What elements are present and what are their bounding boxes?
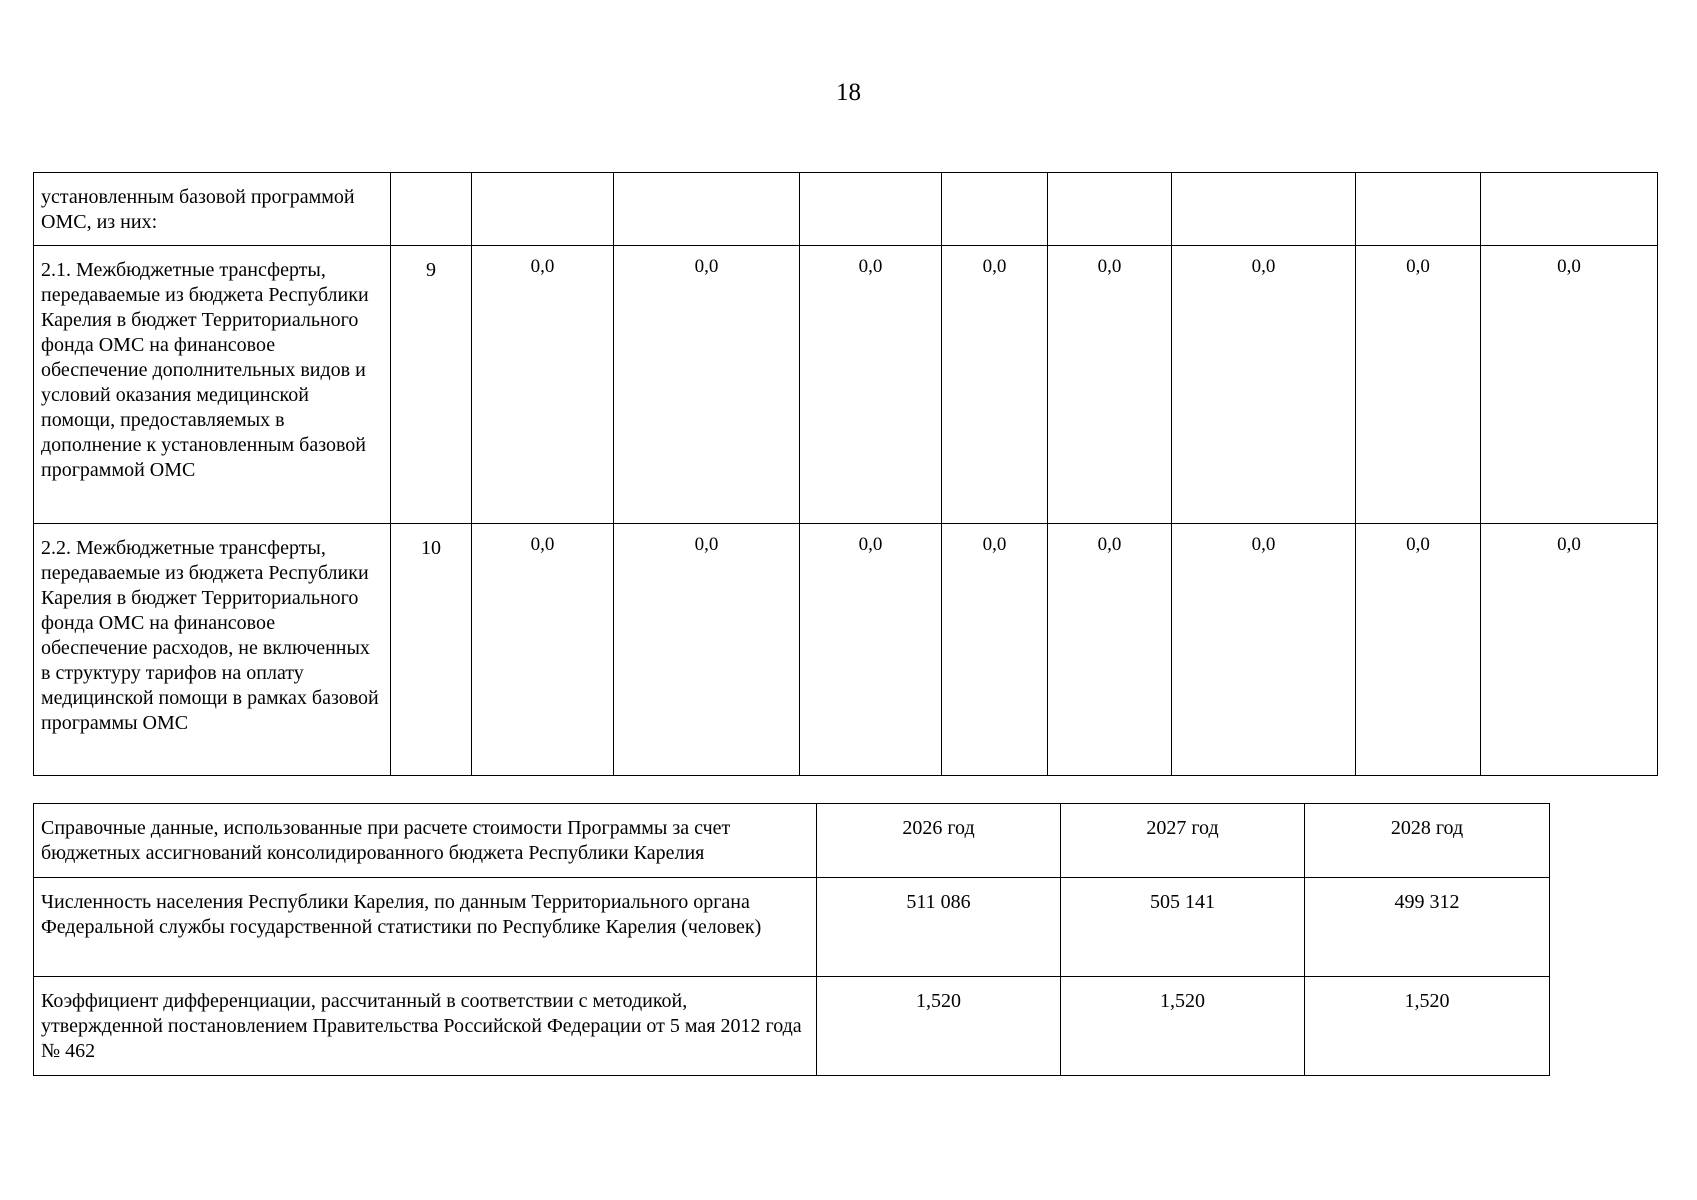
- table-row: [34, 524, 1658, 776]
- value-cell: 0,0: [800, 524, 942, 776]
- value-cell: 0,0: [472, 246, 614, 524]
- value-cell: 0,0: [614, 524, 800, 776]
- value-cell: 0,0: [614, 246, 800, 524]
- value-cell: [942, 173, 1048, 246]
- value-cell: 0,0: [1048, 246, 1172, 524]
- row-description: Численность населения Республики Карелия, по данным Территориального органа Федеральной службы государственной статистики по Республике Карелия (человек): [34, 878, 817, 977]
- value-cell: 0,0: [472, 524, 614, 776]
- value-cell: 0,0: [942, 246, 1048, 524]
- table-row: [34, 173, 1658, 246]
- value-cell: 1,520: [817, 977, 1061, 1076]
- header-description: Справочные данные, использованные при расчете стоимости Программы за счет бюджетных ассигнований консолидированного бюджета Республики Карелия: [34, 804, 817, 878]
- value-cell: 0,0: [1048, 524, 1172, 776]
- year-header: 2028 год: [1305, 804, 1550, 878]
- row-description: Коэффициент дифференциации, рассчитанный в соответствии с методикой, утвержденной постановлением Правительства Российской Федерации от 5 мая 2012 года № 462: [34, 977, 817, 1076]
- page-number: 18: [836, 79, 861, 106]
- value-cell: [1481, 173, 1658, 246]
- row-description: 2.2. Межбюджетные трансферты, передаваемые из бюджета Республики Карелия в бюджет Территориального фонда ОМС на финансовое обеспечение расходов, не включенных в структуру тарифов на оплату медицинской помощи в рамках базовой программы ОМС: [34, 524, 391, 776]
- year-header: 2027 год: [1061, 804, 1305, 878]
- table-row: [34, 246, 1658, 524]
- value-cell: 511 086: [817, 878, 1061, 977]
- row-description: 2.1. Межбюджетные трансферты, передаваемые из бюджета Республики Карелия в бюджет Территориального фонда ОМС на финансовое обеспечение дополнительных видов и условий оказания медицинской помощи, предоставляемых в дополнение к установленным базовой программой ОМС: [34, 246, 391, 524]
- value-cell: 0,0: [1172, 246, 1356, 524]
- row-line-number: 10: [391, 524, 472, 776]
- value-cell: 1,520: [1061, 977, 1305, 1076]
- value-cell: 0,0: [1481, 246, 1658, 524]
- value-cell: 0,0: [800, 246, 942, 524]
- program-cost-table: [33, 172, 1658, 776]
- value-cell: [472, 173, 614, 246]
- value-cell: 499 312: [1305, 878, 1550, 977]
- table-row: [34, 977, 1550, 1076]
- row-description: установленным базовой программой ОМС, из них:: [34, 173, 391, 246]
- value-cell: [614, 173, 800, 246]
- value-cell: 0,0: [1481, 524, 1658, 776]
- value-cell: 0,0: [942, 524, 1048, 776]
- value-cell: 0,0: [1356, 246, 1481, 524]
- year-header: 2026 год: [817, 804, 1061, 878]
- value-cell: [1048, 173, 1172, 246]
- reference-data-table: [33, 803, 1550, 1076]
- value-cell: 0,0: [1356, 524, 1481, 776]
- row-line-number: 9: [391, 246, 472, 524]
- value-cell: [1356, 173, 1481, 246]
- table-header-row: [34, 804, 1550, 878]
- value-cell: [1172, 173, 1356, 246]
- value-cell: [800, 173, 942, 246]
- value-cell: 505 141: [1061, 878, 1305, 977]
- value-cell: 1,520: [1305, 977, 1550, 1076]
- value-cell: 0,0: [1172, 524, 1356, 776]
- row-line-number: [391, 173, 472, 246]
- table-row: [34, 878, 1550, 977]
